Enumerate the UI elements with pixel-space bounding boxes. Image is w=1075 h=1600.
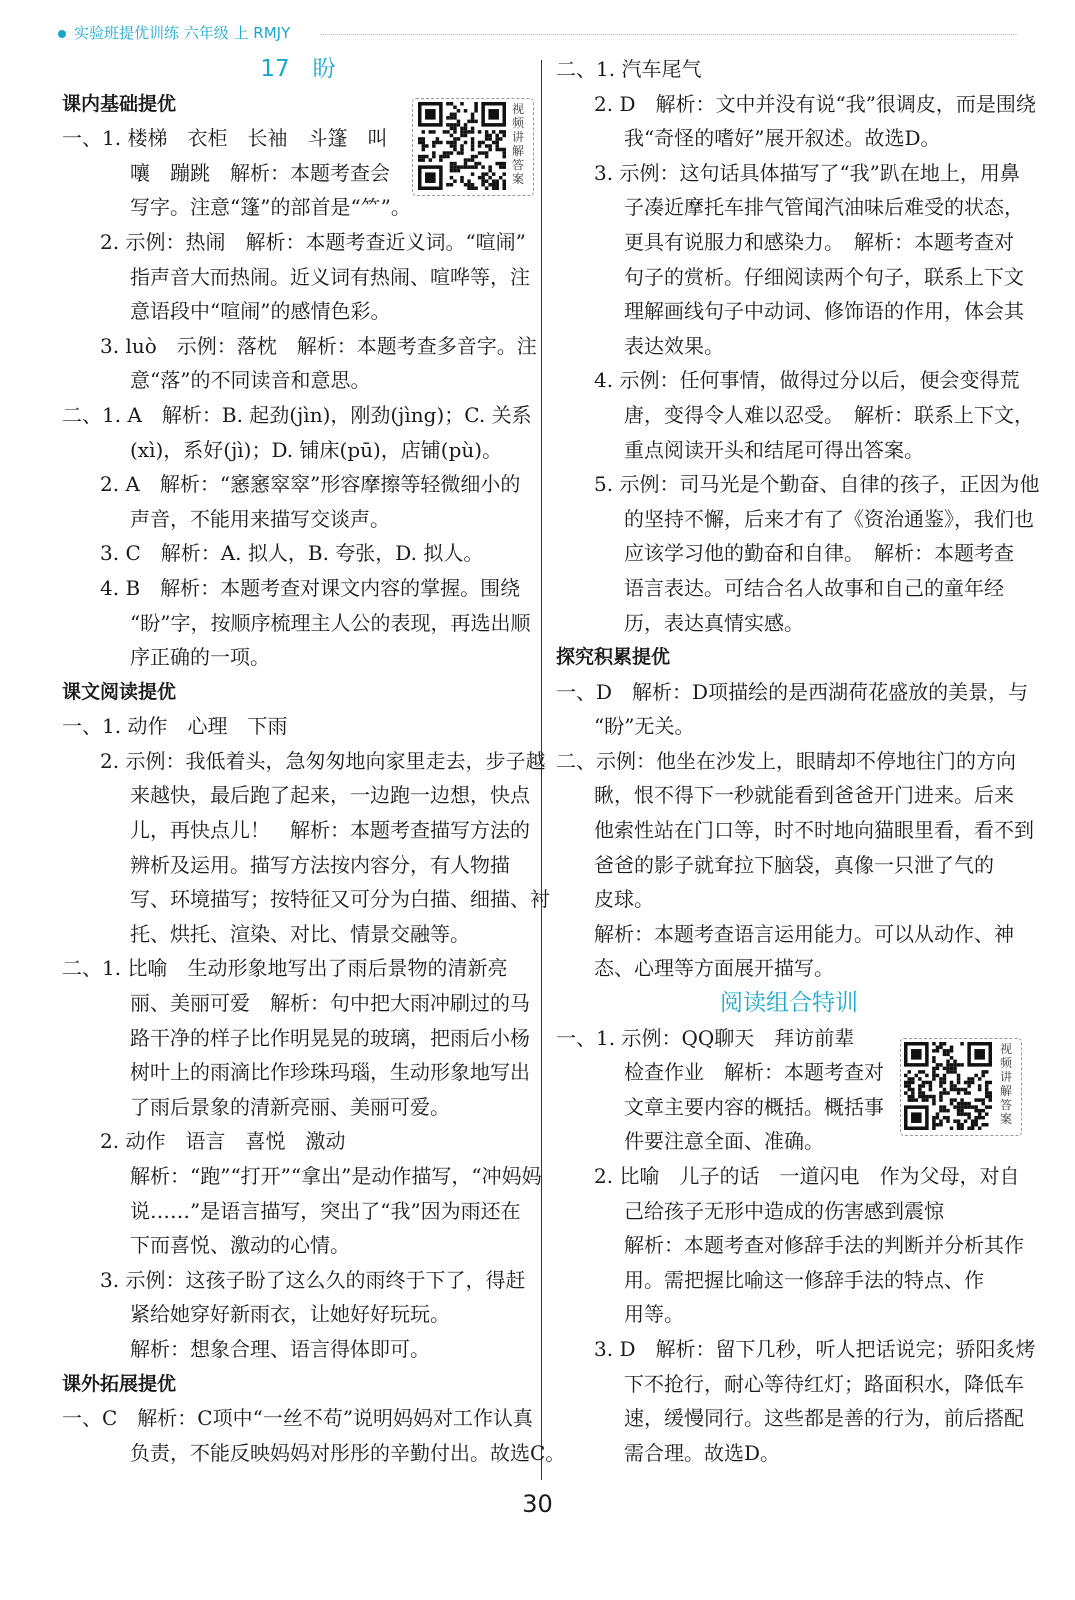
answer-line: 3. 示例：这句话具体描写了“我”趴在地上，用鼻	[594, 160, 1020, 185]
answer-line: 下不抢行，耐心等待红灯；路面积水，降低车	[624, 1371, 1024, 1396]
answer-line: 文章主要内容的概括。概括事	[624, 1094, 884, 1119]
answer-line: 2. 示例：热闹 解析：本题考查近义词。“喧闹”	[100, 229, 526, 254]
answer-line: 检查作业 解析：本题考查对	[624, 1060, 884, 1085]
answer-line: 瞅，恨不得下一秒就能看到爸爸开门进来。后来	[594, 783, 1014, 808]
answer-line: 2. 示例：我低着头，急匆匆地向家里走去，步子越	[100, 748, 546, 773]
answer-line: 二、1. 比喻 生动形象地写出了雨后景物的清新亮	[62, 956, 508, 981]
answer-line: 声音，不能用来描写交谈声。	[130, 506, 390, 531]
answer-line: 解析：本题考查对修辞手法的判断并分析其作	[624, 1233, 1024, 1258]
section-heading: 课文阅读提优	[62, 680, 177, 703]
answer-line: 一、C 解析：C项中“一丝不苟”说明妈妈对工作认真	[62, 1406, 534, 1431]
left-column	[62, 52, 566, 1470]
answer-line: 我“奇怪的嗜好”展开叙述。故选D。	[624, 126, 941, 151]
answer-line: 意语段中“喧闹”的感情色彩。	[130, 299, 391, 324]
answer-line: 重点阅读开头和结尾可得出答案。	[624, 437, 924, 462]
answer-line: 紧给她穿好新雨衣，让她好好玩玩。	[130, 1302, 450, 1327]
qr-caption: 视频讲解答案	[1000, 1042, 1013, 1126]
answer-line: 解析：本题考查语言运用能力。可以从动作、神	[594, 921, 1014, 946]
qr-caption: 视频讲解答案	[512, 102, 525, 186]
page-number: 30	[522, 1490, 553, 1518]
answer-line: 儿，再快点儿！ 解析：本题考查描写方法的	[130, 818, 530, 843]
answer-line: 辨析及运用。描写方法按内容分，有人物描	[130, 852, 510, 877]
answer-line: 理解画线句子中动词、修饰语的作用，体会其	[624, 299, 1024, 324]
answer-line: 3. 示例：这孩子盼了这么久的雨终于下了，得赶	[100, 1267, 526, 1292]
answer-line: 子凑近摩托车排气管闻汽油味后难受的状态，	[624, 195, 1024, 220]
header-text: 实验班提优训练 六年级 上 RMJY	[74, 24, 291, 42]
answer-line: 一、D 解析：D项描绘的是西湖荷花盛放的美景，与	[556, 679, 1029, 704]
answer-line: 下而喜悦、激动的心情。	[130, 1233, 350, 1258]
answer-line: (xì)，系好(jì)；D. 铺床(pū)，店铺(pù)。	[130, 437, 503, 462]
answer-line: 态、心理等方面展开描写。	[594, 956, 834, 981]
answer-line: 唐，变得令人难以忍受。 解析：联系上下文，	[624, 402, 1034, 427]
answer-line: 了雨后景象的清新亮丽、美丽可爱。	[130, 1094, 450, 1119]
answer-line: 写字。注意“篷”的部首是“⺮”。	[130, 195, 411, 220]
answer-line: 件要注意全面、准确。	[624, 1129, 824, 1154]
answer-line: 路干净的样子比作明晃晃的玻璃，把雨后小杨	[130, 1025, 530, 1050]
answer-line: 解析：“跑”“打开”“拿出”是动作描写，“冲妈妈	[130, 1164, 542, 1188]
answer-line: 说……”是语言描写，突出了“我”因为雨还在	[130, 1198, 521, 1223]
answer-line: 爸爸的影子就耷拉下脑袋，真像一只泄了气的	[594, 852, 994, 877]
section-heading: 课内基础提优	[62, 92, 177, 115]
answer-line: 写、环境描写；按特征又可分为白描、细描、衬	[130, 887, 550, 912]
answer-line: 更具有说服力和感染力。 解析：本题考查对	[624, 229, 1014, 254]
answer-line: 树叶上的雨滴比作珍珠玛瑙，生动形象地写出	[130, 1060, 530, 1085]
answer-line: 二、1. A 解析：B. 起劲(jìn)，刚劲(jìng)；C. 关系	[62, 402, 532, 427]
answer-line: 历，表达真情实感。	[624, 610, 804, 635]
answer-line: 己给孩子无形中造成的伤害感到震惊	[624, 1198, 944, 1223]
answer-line: “盼”字，按顺序梳理主人公的表现，再选出顺	[130, 610, 531, 635]
answer-line: 应该学习他的勤奋和自律。 解析：本题考查	[624, 541, 1014, 566]
answer-line: 一、1. 动作 心理 下雨	[62, 714, 288, 739]
answer-line: 5. 示例：司马光是个勤奋、自律的孩子，正因为他	[594, 472, 1040, 497]
answer-line: 序正确的一项。	[130, 645, 270, 670]
answer-line: 一、1. 示例：QQ聊天 拜访前辈	[556, 1025, 855, 1050]
right-column	[556, 52, 1040, 1470]
answer-line: 意“落”的不同读音和意思。	[130, 368, 371, 393]
answer-line: 丽、美丽可爱 解析：句中把大雨冲刷过的马	[130, 991, 530, 1016]
answer-line: 解析：想象合理、语言得体即可。	[130, 1336, 430, 1361]
answer-line: 表达效果。	[624, 333, 724, 358]
answer-line: 他索性站在门口等，时不时地向猫眼里看，看不到	[594, 818, 1034, 843]
answer-line: 2. D 解析：文中并没有说“我”很调皮，而是围绕	[594, 91, 1036, 116]
answer-line: 二、示例：他坐在沙发上，眼睛却不停地往门的方向	[556, 748, 1016, 773]
answer-line: “盼”无关。	[594, 714, 695, 739]
answer-line: 负责，不能反映妈妈对彤彤的辛勤付出。故选C。	[130, 1440, 566, 1465]
lesson-title: 17 盼	[260, 56, 336, 82]
answer-line: 皮球。	[594, 887, 654, 912]
answer-line: 4. 示例：任何事情，做得过分以后，便会变得荒	[594, 368, 1020, 393]
answer-line: 3. C 解析：A. 拟人，B. 夸张，D. 拟人。	[100, 541, 484, 566]
header-rule	[320, 34, 1018, 35]
answer-line: 的坚持不懈，后来才有了《资治通鉴》，我们也	[624, 506, 1034, 531]
qr-code-icon	[904, 1042, 992, 1130]
answer-line: 3. D 解析：留下几秒，听人把话说完；骄阳炙烤	[594, 1336, 1036, 1361]
answer-line: 语言表达。可结合名人故事和自己的童年经	[624, 575, 1004, 600]
answer-line: 来越快，最后跑了起来，一边跑一边想，快点	[130, 783, 530, 808]
answer-line: 4. B 解析：本题考查对课文内容的掌握。围绕	[100, 575, 521, 600]
section-heading: 探究积累提优	[556, 646, 671, 669]
answer-line: 用等。	[624, 1302, 684, 1327]
answer-line: 一、1. 楼梯 衣柜 长袖 斗篷 叫	[62, 126, 388, 151]
answer-line: 2. A 解析：“窸窸窣窣”形容摩擦等轻微细小的	[100, 472, 521, 497]
answer-line: 嚷 蹦跳 解析：本题考查会	[130, 160, 390, 185]
lesson-title: 阅读组合特训	[720, 990, 858, 1017]
answer-line: 3. luò 示例：落枕 解析：本题考查多音字。注	[100, 333, 537, 358]
answer-line: 2. 比喻 儿子的话 一道闪电 作为父母，对自	[594, 1164, 1020, 1188]
answer-line: 句子的赏析。仔细阅读两个句子，联系上下文	[624, 264, 1024, 289]
section-heading: 课外拓展提优	[62, 1372, 177, 1395]
answer-line: 2. 动作 语言 喜悦 激动	[100, 1129, 346, 1154]
answer-line: 需合理。故选D。	[624, 1440, 781, 1465]
answer-line: 指声音大而热闹。近义词有热闹、喧哗等，注	[130, 264, 530, 289]
bullet-icon	[58, 30, 66, 38]
qr-code-icon	[418, 102, 506, 190]
answer-line: 用。需把握比喻这一修辞手法的特点、作	[624, 1267, 984, 1292]
answer-line: 托、烘托、渲染、对比、情景交融等。	[130, 921, 470, 946]
answer-line: 二、1. 汽车尾气	[556, 57, 702, 81]
answer-line: 速，缓慢同行。这些都是善的行为，前后搭配	[624, 1406, 1024, 1431]
running-header	[58, 22, 1018, 46]
